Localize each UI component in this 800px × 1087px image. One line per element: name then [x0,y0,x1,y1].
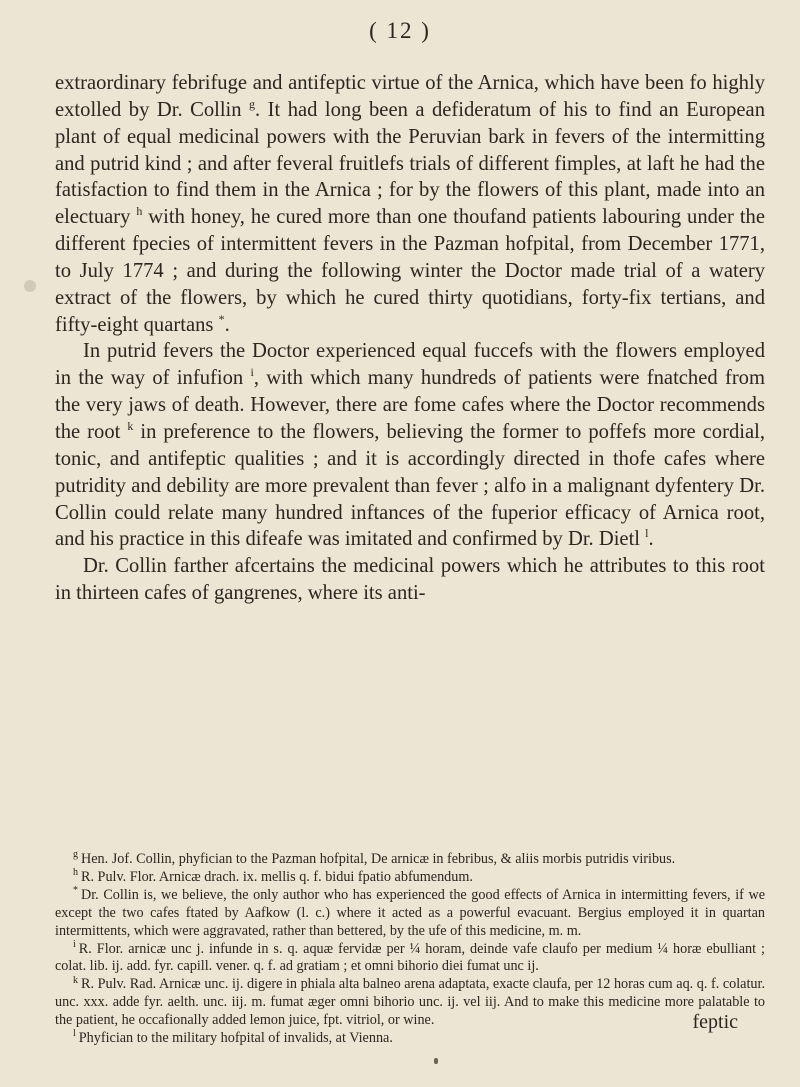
footnote-ref-star[interactable]: * [218,311,225,326]
footnote-k [55,976,765,1030]
footnote-mark: g [73,849,78,861]
footnote-text: R. Flor. arnicæ unc j. infunde in s. q. aquæ fervidæ per ¼ horam, deinde vafe claufo per medium ¼ horæ ebulliant ; colat. lib. ij. add. fyr. capill. vener. q. f. ad gratiam ; et omni bihorio diei fumat unc ij. [55,940,765,975]
footnote-mark: * [73,885,78,897]
paragraph-text: in preference to the flowers, believing the former to poffefs more cordial, tonic, and antifeptic qualities ; and it is accordingly directed in thofe cafes where putridity and debility are more prevalent than fever ; alfo in a malignant dyfentery Dr. Collin could relate many hundred inftances of the fuperior efficacy of Arnica root, and his practice in this difeafe was imitated and confirmed by Dr. Dietl [55,420,765,551]
footnote-ref-i[interactable]: i [250,365,254,380]
footnote-ref-g[interactable]: g [249,96,256,111]
footnotes [55,851,765,1048]
footnote-text: R. Pulv. Flor. Arnicæ drach. ix. mellis q. f. bidui fpatio abfumendum. [81,868,473,885]
catchword: feptic [692,1011,738,1033]
main-text [55,70,765,607]
paragraph-text: . [648,528,654,551]
paragraph-1 [55,70,765,338]
footnote-ref-h[interactable]: h [136,204,143,219]
ink-blot [24,280,36,292]
paragraph-3 [55,553,765,607]
footnote-h [55,869,765,887]
ink-speck [434,1058,438,1064]
footnote-mark: h [73,867,78,879]
footnote-star [55,887,765,941]
paragraph-text: Dr. Collin farther afcertains the medicinal powers which he attributes to this root in thirteen cafes of gangrenes, where its anti- [55,555,765,605]
footnote-text: Phyfician to the military hofpital of invalids, at Vienna. [78,1030,393,1047]
paragraph-text: . It had long been a defideratum of his to find an European plant of equal medicinal powers with the Peruvian bark in fevers of the intermitting and putrid kind ; and after feveral fruitlefs trials of different fimples, at laft he had the fatisfaction to find them in the Arnica ; for by the flowers of this plant, made into an electuary [55,98,765,229]
footnote-ref-k[interactable]: k [127,419,134,434]
footnote-text: Hen. Jof. Collin, phyfician to the Pazman hofpital, De arnicæ in febribus, & aliis morbis putridis viribus. [81,851,676,867]
footnote-mark: k [73,974,78,986]
page-number: ( 12 ) [369,18,431,43]
paragraph-2 [55,338,765,553]
footnote-i [55,938,765,977]
paragraph-text: In putrid fevers the Doctor experienced equal fuccefs with the flowers employed in the way of infufion [55,340,765,390]
footnote-text: R. Pulv. Rad. Arnicæ unc. ij. digere in phiala alta balneo arena adaptata, exacte claufa, per 12 horas cum aq. q. f. colatur. unc. xxx. adde fyr. aelth. unc. iij. m. fumat æger omni bihorio unc. ij. vel iij. And to make this medicine more palatable to the patient, he occafionally added lemon juice, fpt. vitriol, or wine. [55,976,765,1029]
footnote-mark: i [73,938,76,950]
footnote-text: Dr. Collin is, we believe, the only author who has experienced the good effects of Arnica in intermitting fevers, if we except the two cafes ftated by Aafkow (l. c.) where it acted as a powerful evacuant. Bergius employed it in quartan intermittents, which were aggravated, rather than bettered, by the ufe of this medicine, m. m. [55,886,765,939]
footnote-ref-l[interactable]: l [645,526,649,541]
footnote-mark: l [73,1028,76,1040]
paragraph-text: with honey, he cured more than one thoufand patients labouring under the different fpecies of intermittent fevers in the Pazman hofpital, from December 1771, to July 1774 ; and during the following winter the Doctor made trial of a watery extract of the flowers, by which he cured thirty quotidians, forty-fix tertians, and fifty-eight quartans [55,206,765,336]
footnote-l [55,1030,765,1048]
paragraph-text: . [224,313,230,336]
footnote-g [55,851,765,869]
paragraph-text: , with which many hundreds of patients were fnatched from the very jaws of death. However, there are fome cafes where the Doctor recommends the root [55,367,765,443]
paragraph-text: extraordinary febrifuge and antifeptic virtue of the Arnica, which have been fo highly extolled by Dr. Collin [55,72,765,121]
